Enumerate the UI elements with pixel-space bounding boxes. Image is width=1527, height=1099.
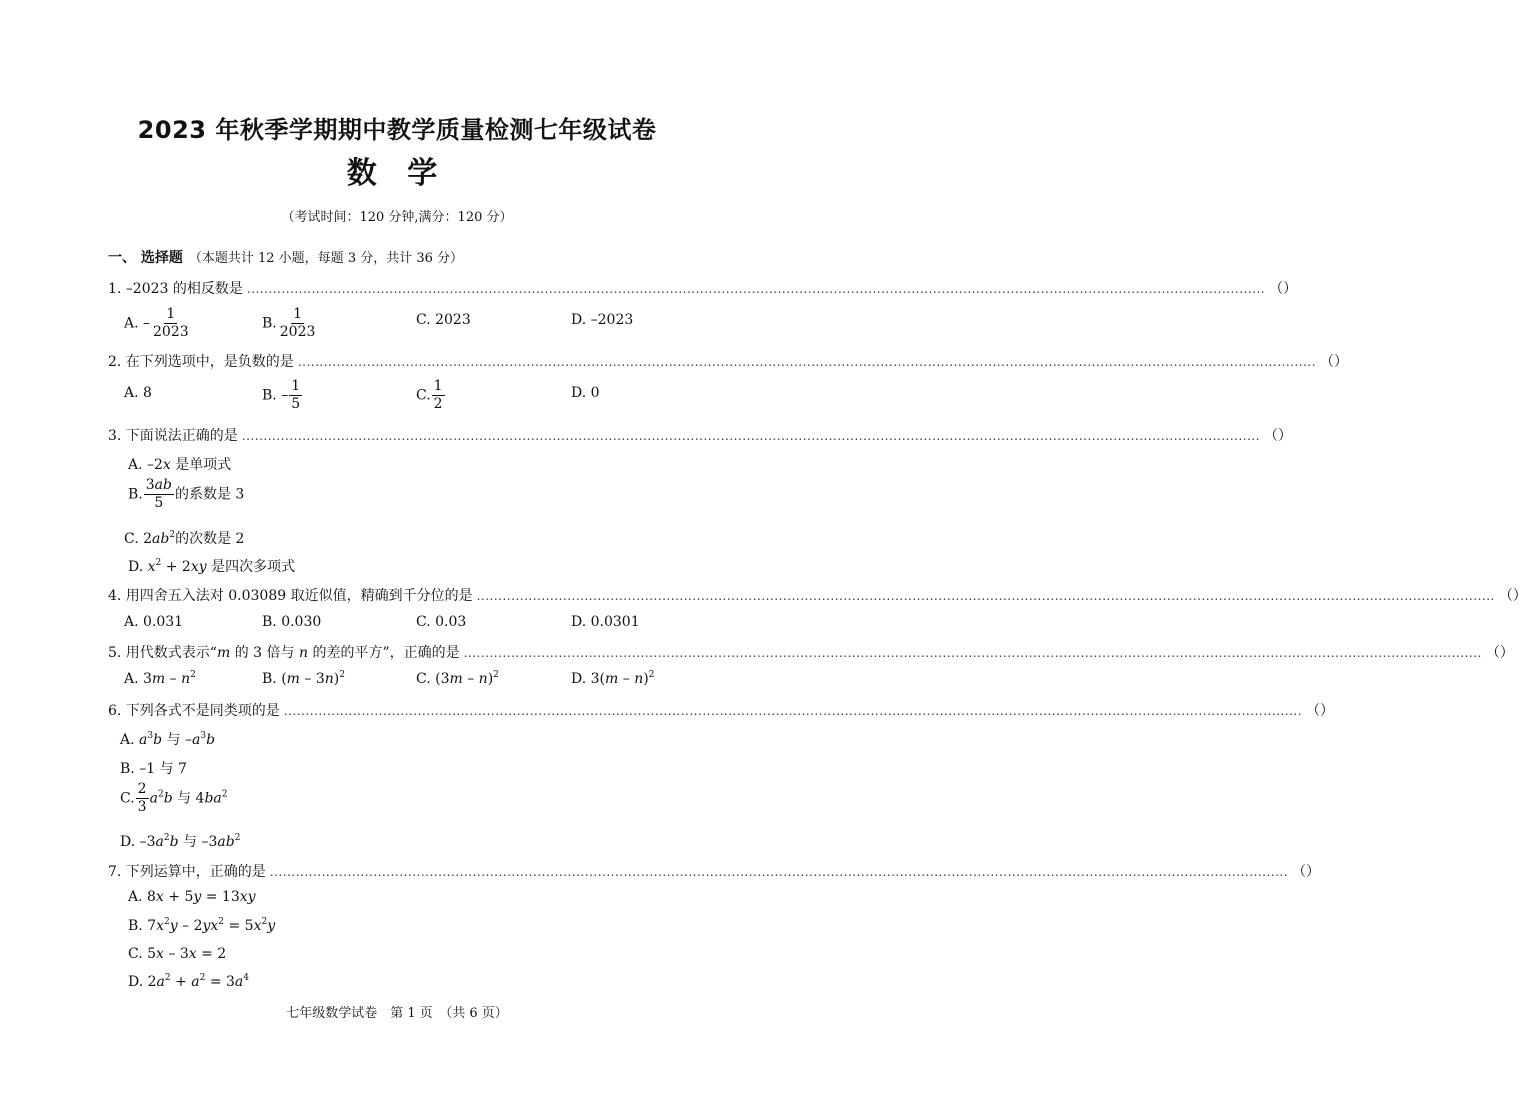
question-5-stem: 5. 用代数式表示“m 的 3 倍与 n 的差的平方”，正确的是: [108, 645, 460, 661]
q4-option-d: D. 0.0301: [571, 614, 640, 630]
q7-option-b: B. $7x^2y - 2yx^2 = 5x^2y$: [128, 917, 276, 934]
question-5: [108, 642, 1514, 662]
fraction: $\frac{3ab}{5}$: [145, 477, 172, 511]
exam-title: 2023 年秋季学期期中教学质量检测七年级试卷: [137, 116, 657, 144]
answer-bracket: （ ）: [1498, 588, 1527, 604]
answer-bracket: （ ）: [1264, 428, 1293, 444]
fraction: $\frac{1}{5}$: [291, 378, 301, 412]
q4-option-b: B. 0.030: [262, 614, 322, 630]
leader-dots: ............................................................................................................................................................................................................................................: [476, 589, 1495, 603]
answer-bracket: （ ）: [1269, 281, 1298, 297]
q3-option-a: A. –2x 是单项式: [128, 457, 232, 473]
q5-option-d: D. 3(m – n)$^2$: [571, 670, 655, 687]
question-6: [108, 700, 1335, 720]
q2-option-c: C. $\frac{1}{2}$: [416, 378, 443, 412]
q1-option-b: B. $\frac{1}{2023}$: [262, 306, 316, 340]
question-2-stem: 2. 在下列选项中，是负数的是: [108, 354, 294, 370]
leader-dots: ............................................................................................................................................................................................................................................: [246, 282, 1266, 296]
fraction: $\frac{1}{2023}$: [153, 306, 189, 340]
leader-dots: ............................................................................................................................................................................................................................................: [297, 355, 1317, 369]
section-heading: [108, 247, 463, 267]
question-7-stem: 7. 下列运算中，正确的是: [108, 864, 266, 880]
subject-title: 数 学: [346, 156, 448, 191]
question-4-stem: 4. 用四舍五入法对 0.03089 取近似值，精确到千分位的是: [108, 588, 473, 604]
q6-option-a: A. $a^3b$ 与 $-a^3b$: [120, 731, 216, 748]
answer-bracket: （ ）: [1306, 703, 1335, 719]
question-1-stem: 1. –2023 的相反数是: [108, 281, 243, 297]
q6-option-b: B. –1 与 7: [120, 761, 187, 777]
q2-option-a: A. 8: [124, 385, 152, 401]
q5-option-c: C. (3m – n)$^2$: [416, 670, 499, 687]
q4-option-c: C. 0.03: [416, 614, 467, 630]
q3-option-d: D. $x^2 + 2xy$ 是四次多项式: [128, 558, 296, 575]
question-3: [108, 425, 1293, 445]
q1-option-d: D. –2023: [571, 312, 634, 328]
q6-option-d: D. $-3a^2b$ 与 $-3ab^2$: [120, 833, 241, 850]
question-6-stem: 6. 下列各式不是同类项的是: [108, 703, 280, 719]
answer-bracket: （ ）: [1485, 645, 1514, 661]
q2-option-b: B. – $\frac{1}{5}$: [262, 378, 301, 412]
section-note: （本题共计 12 小题，每题 3 分，共计 36 分）: [188, 251, 464, 266]
question-2: [108, 351, 1349, 371]
q7-option-d: D. $2a^2 + a^2 = 3a^4$: [128, 973, 250, 990]
leader-dots: ............................................................................................................................................................................................................................................: [463, 646, 1482, 660]
q6-option-c: C. $\frac{2}{3}$ $a^2b$ 与 $4ba^2$: [120, 781, 228, 815]
q4-option-a: A. 0.031: [124, 614, 184, 630]
q1-option-c: C. 2023: [416, 312, 471, 328]
section-label: 一、 选择题: [108, 250, 183, 266]
exam-info: （考试时间：120 分钟,满分：120 分）: [281, 210, 513, 225]
fraction: $\frac{2}{3}$: [137, 781, 147, 815]
fraction: $\frac{1}{2023}$: [279, 306, 316, 340]
leader-dots: ............................................................................................................................................................................................................................................: [241, 429, 1261, 443]
question-1: [108, 278, 1298, 298]
q5-option-a: A. $3m - n^2$: [124, 670, 196, 687]
question-7: [108, 861, 1321, 881]
leader-dots: ............................................................................................................................................................................................................................................: [269, 865, 1289, 879]
q3-option-c: C. $2ab^2$的次数是 2: [124, 530, 245, 547]
answer-bracket: （ ）: [1320, 354, 1349, 370]
q5-option-b: B. (m – 3n)$^2$: [262, 670, 345, 687]
q2-option-d: D. 0: [571, 385, 600, 401]
q7-option-c: C. 5x – 3x = 2: [128, 946, 227, 962]
q7-option-a: A. 8x + 5y = 13xy: [128, 889, 256, 905]
question-4: [108, 585, 1527, 605]
fraction: $\frac{1}{2}$: [433, 378, 443, 412]
question-3-stem: 3. 下面说法正确的是: [108, 428, 238, 444]
answer-bracket: （ ）: [1292, 864, 1321, 880]
q3-option-b: B. $\frac{3ab}{5}$ 的系数是 3: [128, 477, 245, 511]
page-footer: 七年级数学试卷 第 1 页 （共 6 页）: [286, 1006, 508, 1021]
q1-option-a: A. – $\frac{1}{2023}$: [124, 306, 189, 340]
leader-dots: ............................................................................................................................................................................................................................................: [283, 704, 1303, 718]
